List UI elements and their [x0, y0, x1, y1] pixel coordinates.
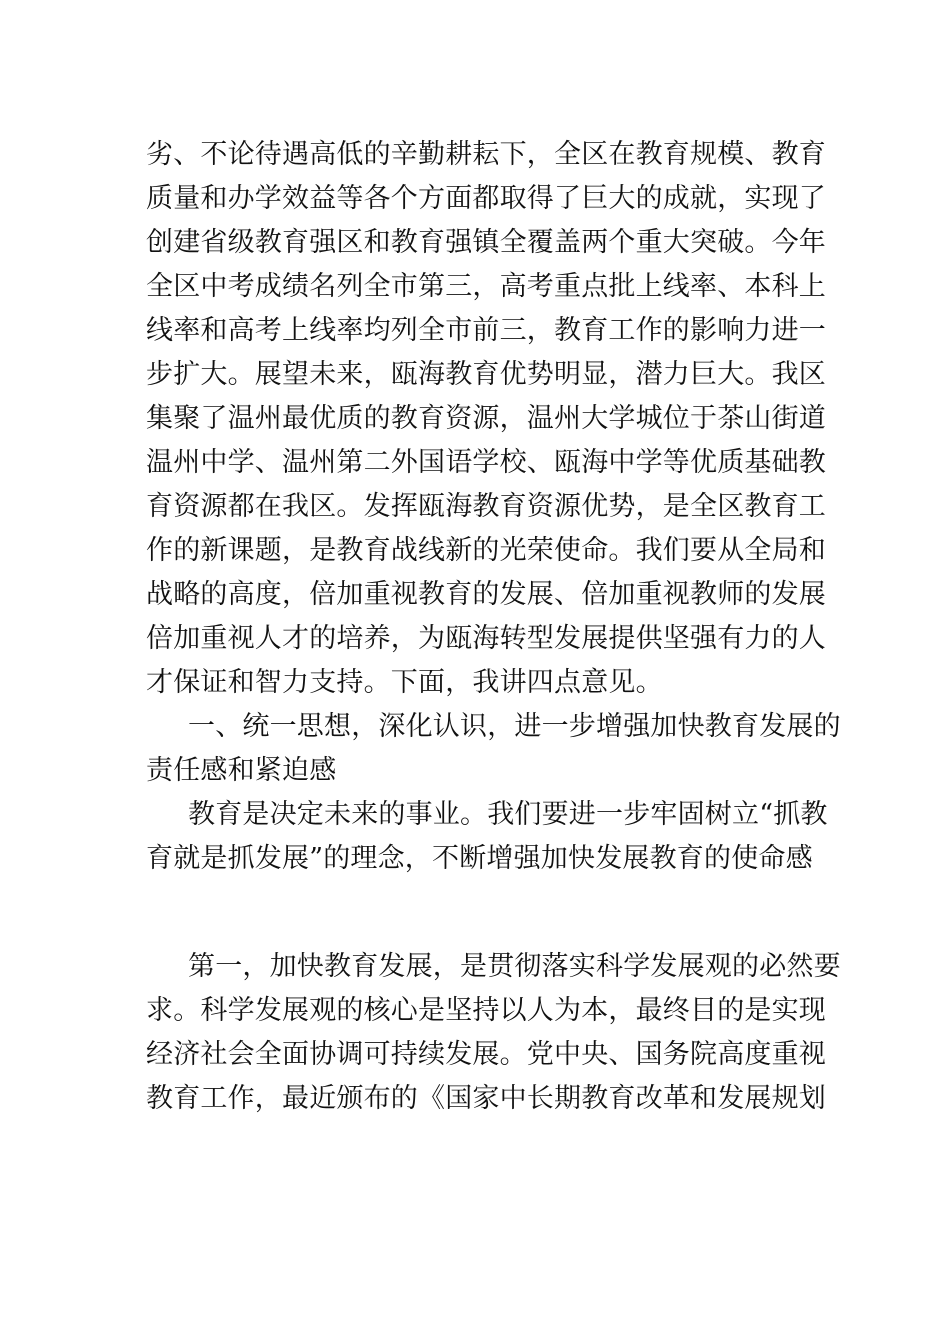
section-heading-line: 一、统一思想，深化认识，进一步增强加快教育发展的	[188, 711, 841, 742]
text-line: 温州中学、温州第二外国语学校、瓯海中学等优质基础教	[146, 447, 826, 478]
text-line: 步扩大。展望未来，瓯海教育优势明显，潜力巨大。我区	[146, 359, 826, 390]
text-line: 教育是决定未来的事业。我们要进一步牢固树立“抓教	[188, 799, 828, 830]
section-heading-line: 责任感和紧迫感	[146, 755, 337, 786]
text-line: 育就是抓发展”的理念，不断增强加快发展教育的使命感	[146, 843, 813, 874]
text-line: 第一，加快教育发展，是贯彻落实科学发展观的必然要	[188, 951, 841, 982]
text-line: 线率和高考上线率均列全市前三，教育工作的影响力进一	[146, 315, 826, 346]
text-line: 劣、不论待遇高低的辛勤耕耘下，全区在教育规模、教育	[146, 139, 826, 170]
text-line: 求。科学发展观的核心是坚持以人为本，最终目的是实现	[146, 995, 826, 1026]
text-line: 倍加重视人才的培养，为瓯海转型发展提供坚强有力的人	[146, 623, 826, 654]
text-line: 作的新课题，是教育战线新的光荣使命。我们要从全局和	[146, 535, 826, 566]
text-line: 教育工作，最近颁布的《国家中长期教育改革和发展规划	[146, 1083, 826, 1114]
text-line: 战略的高度，倍加重视教育的发展、倍加重视教师的发展	[146, 579, 826, 610]
text-line: 创建省级教育强区和教育强镇全覆盖两个重大突破。今年	[146, 227, 826, 258]
text-line: 经济社会全面协调可持续发展。党中央、国务院高度重视	[146, 1039, 826, 1070]
text-line: 质量和办学效益等各个方面都取得了巨大的成就，实现了	[146, 183, 826, 214]
text-line: 才保证和智力支持。下面，我讲四点意见。	[146, 667, 663, 698]
text-line: 育资源都在我区。发挥瓯海教育资源优势，是全区教育工	[146, 491, 826, 522]
text-line: 全区中考成绩名列全市第三，高考重点批上线率、本科上	[146, 271, 826, 302]
text-line: 集聚了温州最优质的教育资源，温州大学城位于茶山街道	[146, 403, 826, 434]
